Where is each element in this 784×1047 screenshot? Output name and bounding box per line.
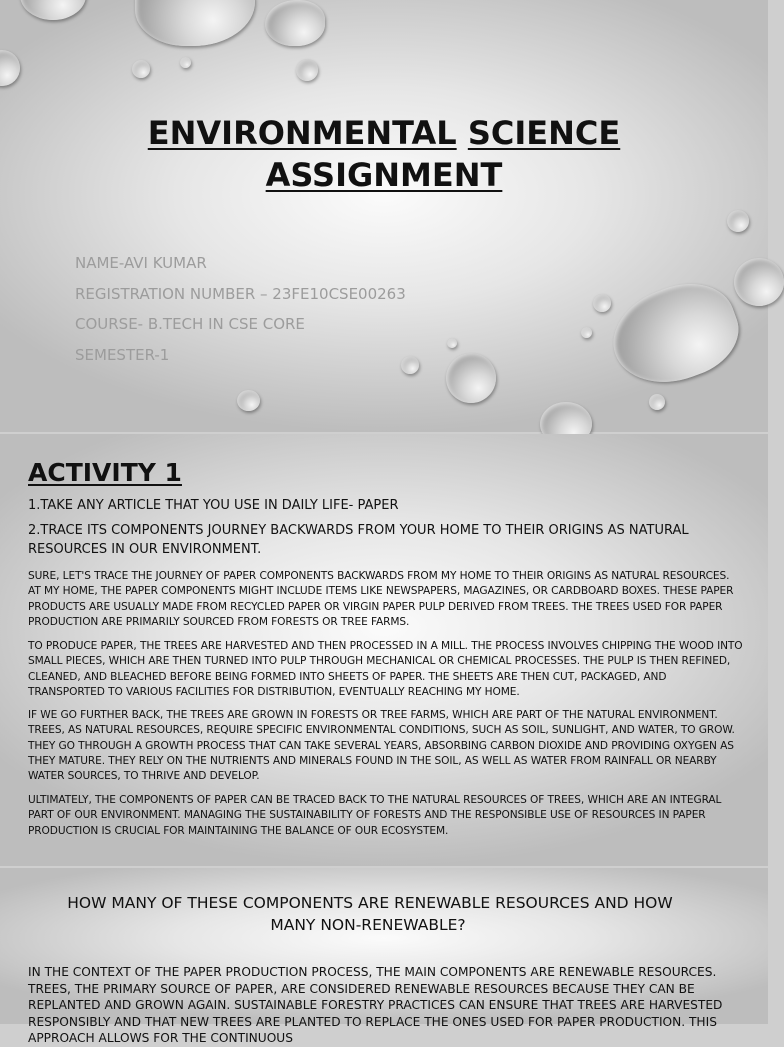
paragraph: ULTIMATELY, THE COMPONENTS OF PAPER CAN BE TRACED BACK TO THE NATURAL RESOURCES OF TREES, WHICH ARE AN INTEGRAL PART OF OUR ENVIRONMENT. MANAGING THE SUSTAINABILITY OF FORESTS AND THE RESPONSIBLE USE OF RESOURCES IN PAPER PRODUCTION IS CRUCIAL FOR MAINTAINING THE BALANCE OF OUR ECOSYSTEM. bbox=[28, 794, 722, 837]
paragraph: TO PRODUCE PAPER, THE TREES ARE HARVESTED AND THEN PROCESSED IN A MILL. THE PROCESS INVOLVES CHIPPING THE WOOD INTO SMALL PIECES, WHICH ARE THEN TURNED INTO PULP THROUGH MECHANICAL OR CHEMICAL PROCESSES. THE PULP IS THEN REFINED, CLEANED, AND BLEACHED BEFORE BEING FORMED INTO SHEETS OF PAPER. THE SHEETS ARE THEN CUT, PACKAGED, AND TRANSPORTED TO VARIOUS FACILITIES FOR DISTRIBUTION, EVENTUALLY REACHING MY HOME. bbox=[28, 640, 743, 698]
registration-number: REGISTRATION NUMBER – 23FE10CSE00263 bbox=[75, 284, 406, 303]
activity-heading: ACTIVITY 1 bbox=[28, 458, 182, 487]
water-drop-decoration bbox=[237, 390, 260, 411]
student-name: NAME-AVI KUMAR bbox=[75, 254, 207, 272]
page-title bbox=[0, 112, 768, 196]
paragraph: IF WE GO FURTHER BACK, THE TREES ARE GROWN IN FORESTS OR TREE FARMS, WHICH ARE PART OF THE NATURAL ENVIRONMENT. TREES, AS NATURAL RESOURCES, REQUIRE SPECIFIC ENVIRONMENTAL CONDITIONS, SUCH AS SOIL, SUNLIGHT, AND WATER, TO GROW. THEY GO THROUGH A GROWTH PROCESS THAT CAN TAKE SEVERAL YEARS, ABSORBING CARBON DIOXIDE AND PROVIDING OXYGEN AS THEY MATURE. THEY RELY ON THE NUTRIENTS AND MINERALS FOUND IN THE SOIL, AS WELL AS WATER FROM RAINFALL OR NEARBY WATER SOURCES, TO THRIVE AND DEVELOP. bbox=[28, 709, 735, 783]
water-drop-decoration bbox=[0, 50, 20, 86]
water-drop-decoration bbox=[593, 294, 611, 312]
water-drop-decoration bbox=[296, 59, 318, 81]
water-drop-decoration bbox=[446, 353, 496, 403]
question-1: 1.TAKE ANY ARTICLE THAT YOU USE IN DAILY LIFE- PAPER bbox=[28, 498, 399, 513]
slide-heading-line: MANY NON-RENEWABLE? bbox=[270, 916, 466, 934]
title-slide bbox=[0, 0, 768, 432]
slide-heading-line: HOW MANY OF THESE COMPONENTS ARE RENEWABLE RESOURCES AND HOW bbox=[67, 894, 673, 912]
water-drop-decoration bbox=[20, 0, 86, 20]
water-drop-decoration bbox=[265, 0, 325, 46]
title-word: SCIENCE bbox=[467, 114, 621, 152]
title-word: ENVIRONMENTAL bbox=[147, 114, 457, 152]
student-info bbox=[75, 248, 406, 370]
water-drop-decoration bbox=[447, 338, 457, 348]
activity-slide bbox=[0, 434, 768, 866]
paragraph: SURE, LET'S TRACE THE JOURNEY OF PAPER COMPONENTS BACKWARDS FROM MY HOME TO THEIR ORIGINS AS NATURAL RESOURCES. AT MY HOME, THE PAPER COMPONENTS MIGHT INCLUDE ITEMS LIKE NEWSPAPERS, MAGAZINES, OR CARDBOARD BOXES. THESE PAPER PRODUCTS ARE USUALLY MADE FROM RECYCLED PAPER OR VIRGIN PAPER PULP DERIVED FROM TREES. THE TREES USED FOR PAPER PRODUCTION ARE PRIMARILY SOURCED FROM FORESTS OR TREE FARMS. bbox=[28, 570, 734, 628]
semester: SEMESTER-1 bbox=[75, 345, 170, 364]
water-drop-decoration bbox=[180, 57, 191, 68]
water-drop-decoration bbox=[734, 258, 784, 306]
title-word: ASSIGNMENT bbox=[265, 156, 503, 194]
water-drop-decoration bbox=[600, 269, 750, 399]
course: COURSE- B.TECH IN CSE CORE bbox=[75, 315, 305, 333]
water-drop-decoration bbox=[581, 327, 592, 338]
water-drop-decoration bbox=[727, 210, 749, 232]
renewable-slide bbox=[0, 868, 768, 1045]
slide-heading bbox=[0, 892, 768, 936]
water-drop-decoration bbox=[132, 60, 150, 78]
water-drop-decoration bbox=[649, 394, 665, 410]
question-2: 2.TRACE ITS COMPONENTS JOURNEY BACKWARDS FROM YOUR HOME TO THEIR ORIGINS AS NATURAL RESOURCES IN OUR ENVIRONMENT. bbox=[28, 523, 689, 557]
water-drop-decoration bbox=[135, 0, 255, 46]
paragraph: IN THE CONTEXT OF THE PAPER PRODUCTION PROCESS, THE MAIN COMPONENTS ARE RENEWABLE RESOURCES. TREES, THE PRIMARY SOURCE OF PAPER, ARE CONSIDERED RENEWABLE RESOURCES BECAUSE THEY CAN BE REPLANTED AND GROWN AGAIN. SUSTAINABLE FORESTRY PRACTICES CAN ENSURE THAT TREES ARE HARVESTED RESPONSIBLY AND THAT NEW TREES ARE PLANTED TO REPLACE THE ONES USED FOR PAPER PRODUCTION. THIS APPROACH ALLOWS FOR THE CONTINUOUS bbox=[28, 965, 723, 1045]
